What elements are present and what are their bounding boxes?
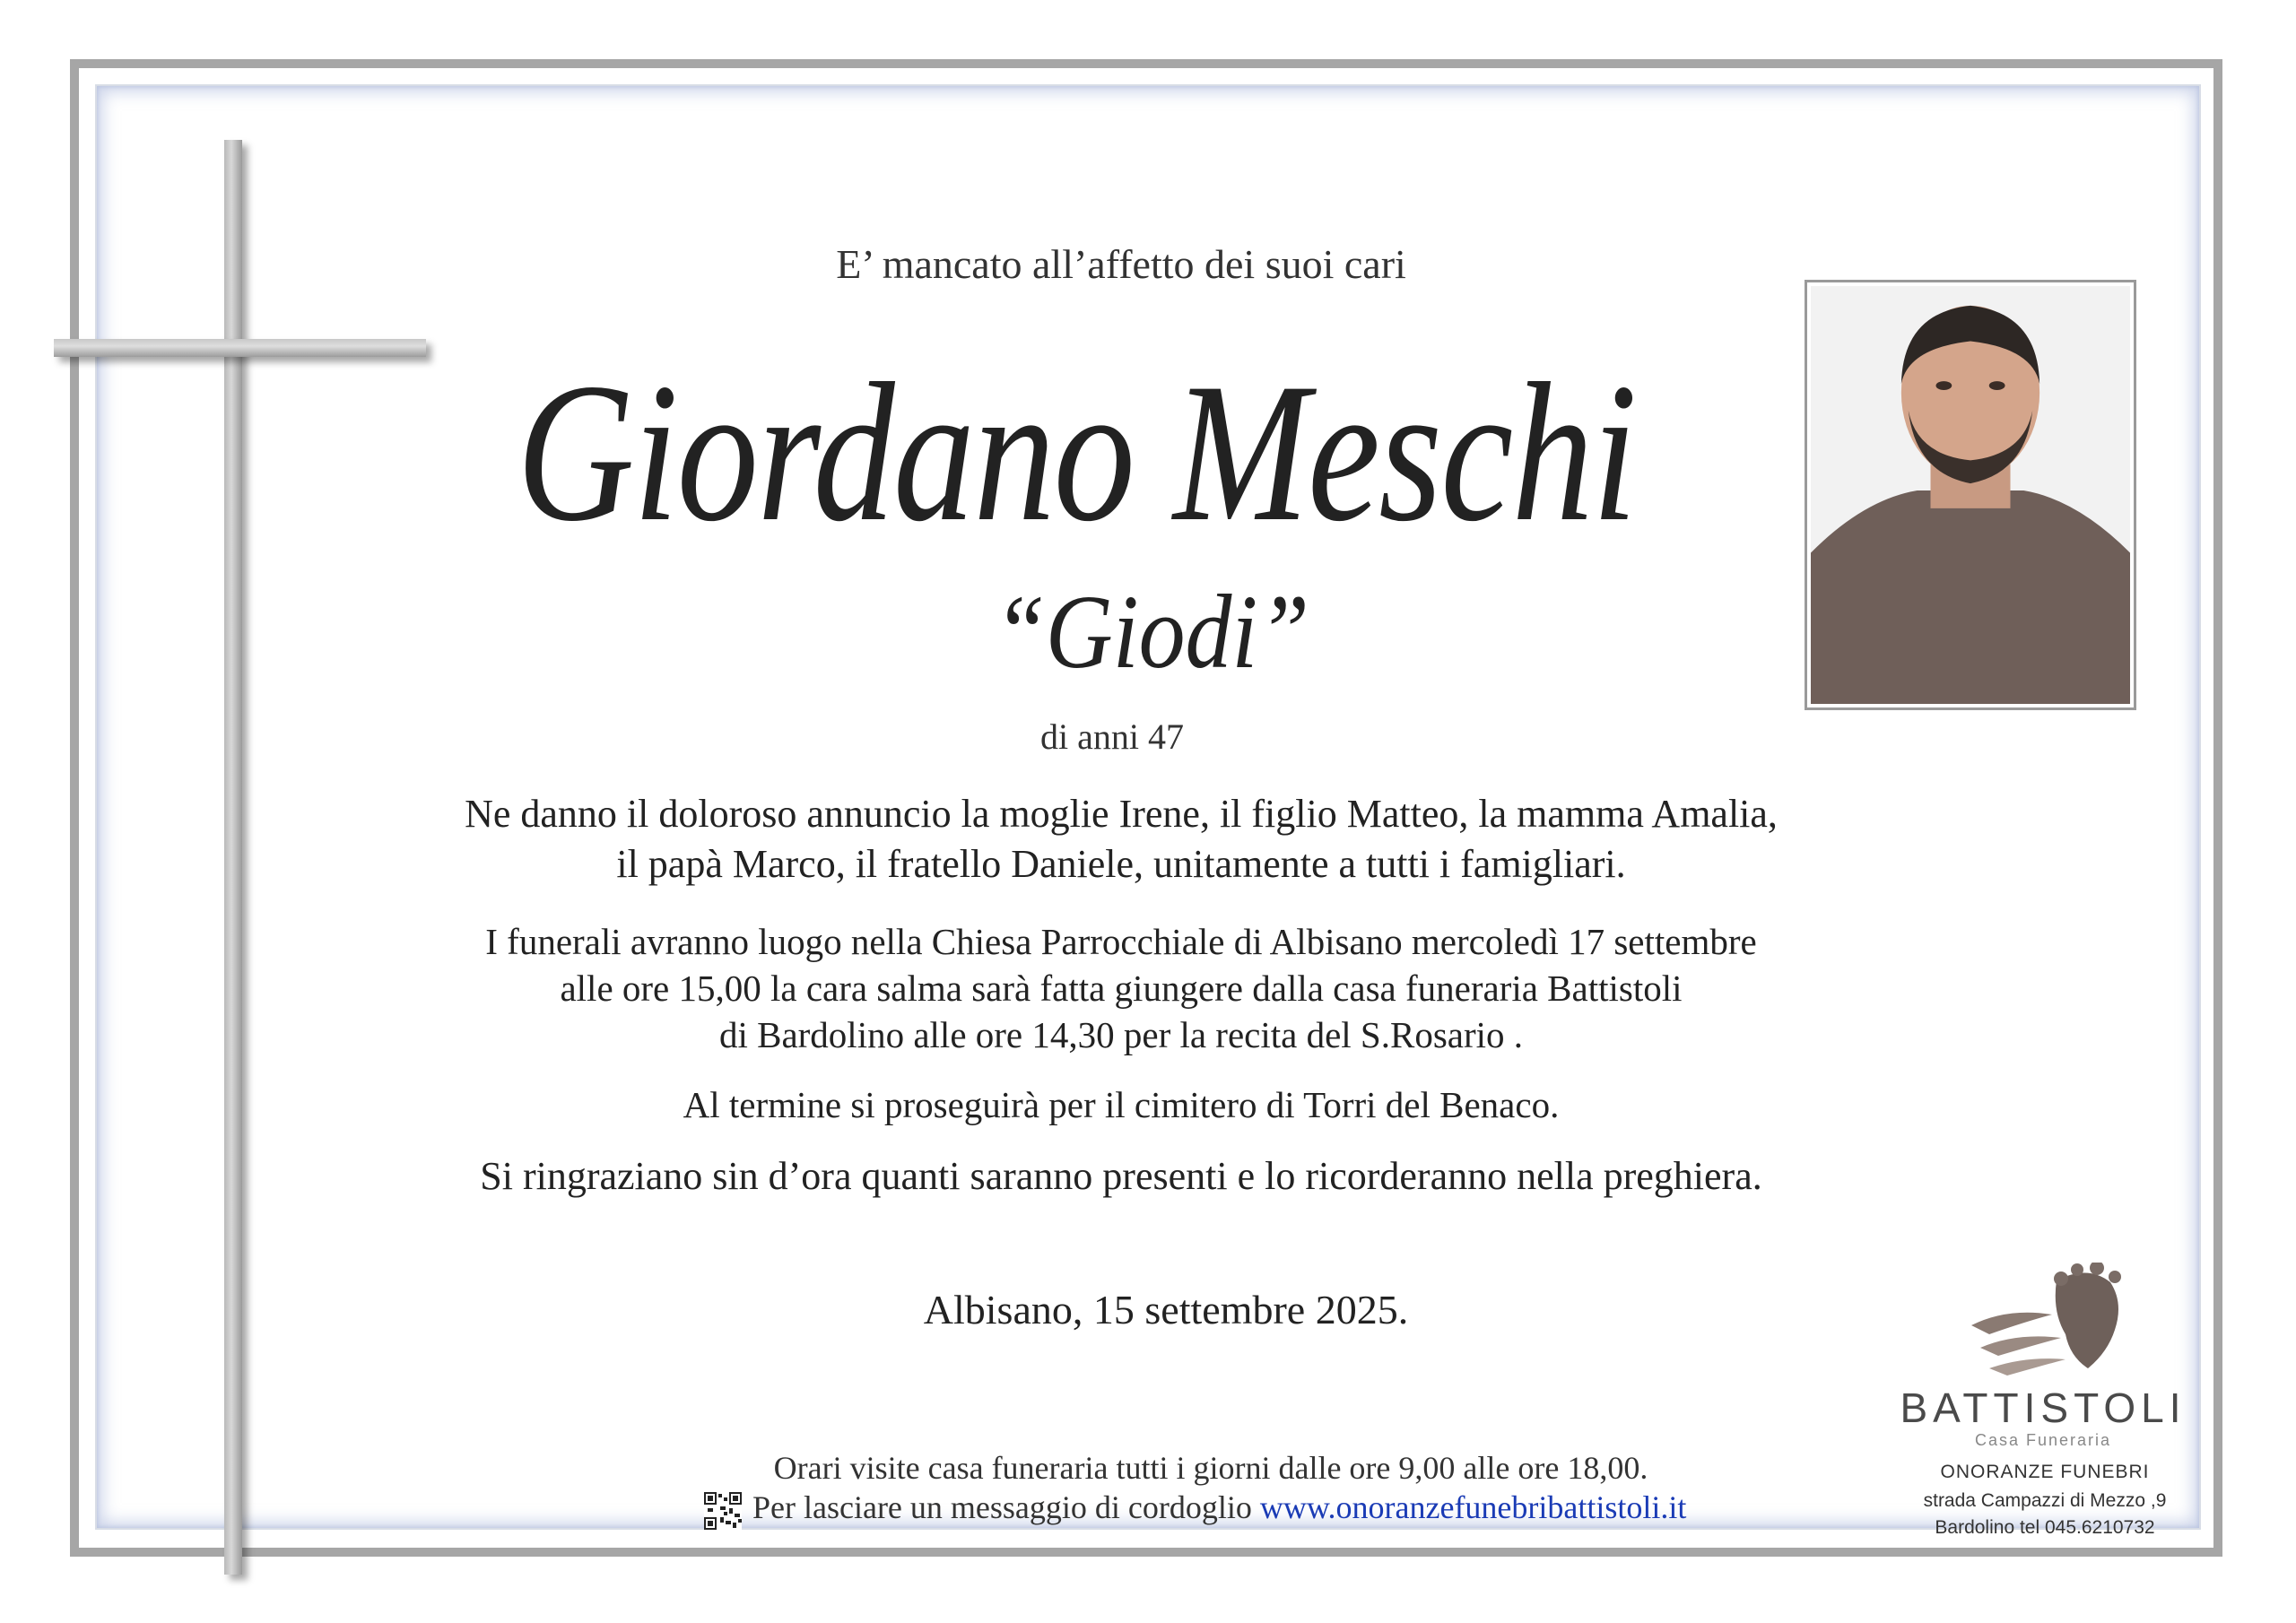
announcement-line-1: Ne danno il doloroso annuncio la moglie Irene, il figlio Matteo, la mamma Amalia, bbox=[465, 792, 1778, 836]
company-address: strada Campazzi di Mezzo ,9 bbox=[1923, 1490, 2167, 1511]
funeral-paragraph bbox=[314, 918, 1928, 1058]
condolence-message-line bbox=[704, 1488, 1686, 1530]
company-service: ONORANZE FUNEBRI bbox=[1940, 1462, 2150, 1482]
funeral-line-3: di Bardolino alle ore 14,30 per la recita del S.Rosario . bbox=[718, 1014, 1524, 1055]
logo-name: BATTISTOLI bbox=[1900, 1384, 2187, 1431]
funeral-line-2: alle ore 15,00 la cara salma sarà fatta giungere dalla casa funeraria Battistoli bbox=[560, 968, 1683, 1009]
intro-line: E’ mancato all’affetto dei suoi cari bbox=[836, 241, 1406, 287]
announcement-line-2: il papà Marco, il fratello Daniele, unitamente a tutti i famigliari. bbox=[616, 842, 1626, 886]
deceased-nickname: “Giodi” bbox=[993, 573, 1310, 690]
qr-code-icon bbox=[704, 1492, 742, 1530]
portrait-frame bbox=[1805, 280, 2136, 710]
visiting-hours: Orari visite casa funeraria tutti i giorni dalle ore 9,00 alle ore 18,00. bbox=[773, 1450, 1648, 1486]
logo-head-icon bbox=[1953, 1263, 2133, 1379]
portrait-illustration bbox=[1811, 286, 2130, 704]
company-phone: Bardolino tel 045.6210732 bbox=[1935, 1517, 2155, 1538]
burial-line: Al termine si proseguirà per il cimitero di Torri del Benaco. bbox=[683, 1084, 1560, 1125]
thanks-line: Si ringraziano sin d’ora quanti saranno presenti e lo ricorderanno nella preghiera. bbox=[480, 1154, 1762, 1198]
website-link[interactable]: www.onoranzefunebribattistoli.it bbox=[1259, 1489, 1687, 1525]
announcement-paragraph bbox=[314, 789, 1928, 890]
message-prefix: Per lasciare un messaggio di cordoglio bbox=[752, 1489, 1252, 1525]
deceased-age: di anni 47 bbox=[1040, 716, 1184, 757]
deceased-name: Giordano Meschi bbox=[517, 343, 1636, 563]
date-place: Albisano, 15 settembre 2025. bbox=[923, 1287, 1409, 1332]
portrait-photo bbox=[1811, 286, 2130, 704]
funeral-line-1: I funerali avranno luogo nella Chiesa Parrocchiale di Albisano mercoledì 17 settembre bbox=[485, 921, 1757, 962]
logo-tagline: Casa Funeraria bbox=[1974, 1431, 2112, 1449]
